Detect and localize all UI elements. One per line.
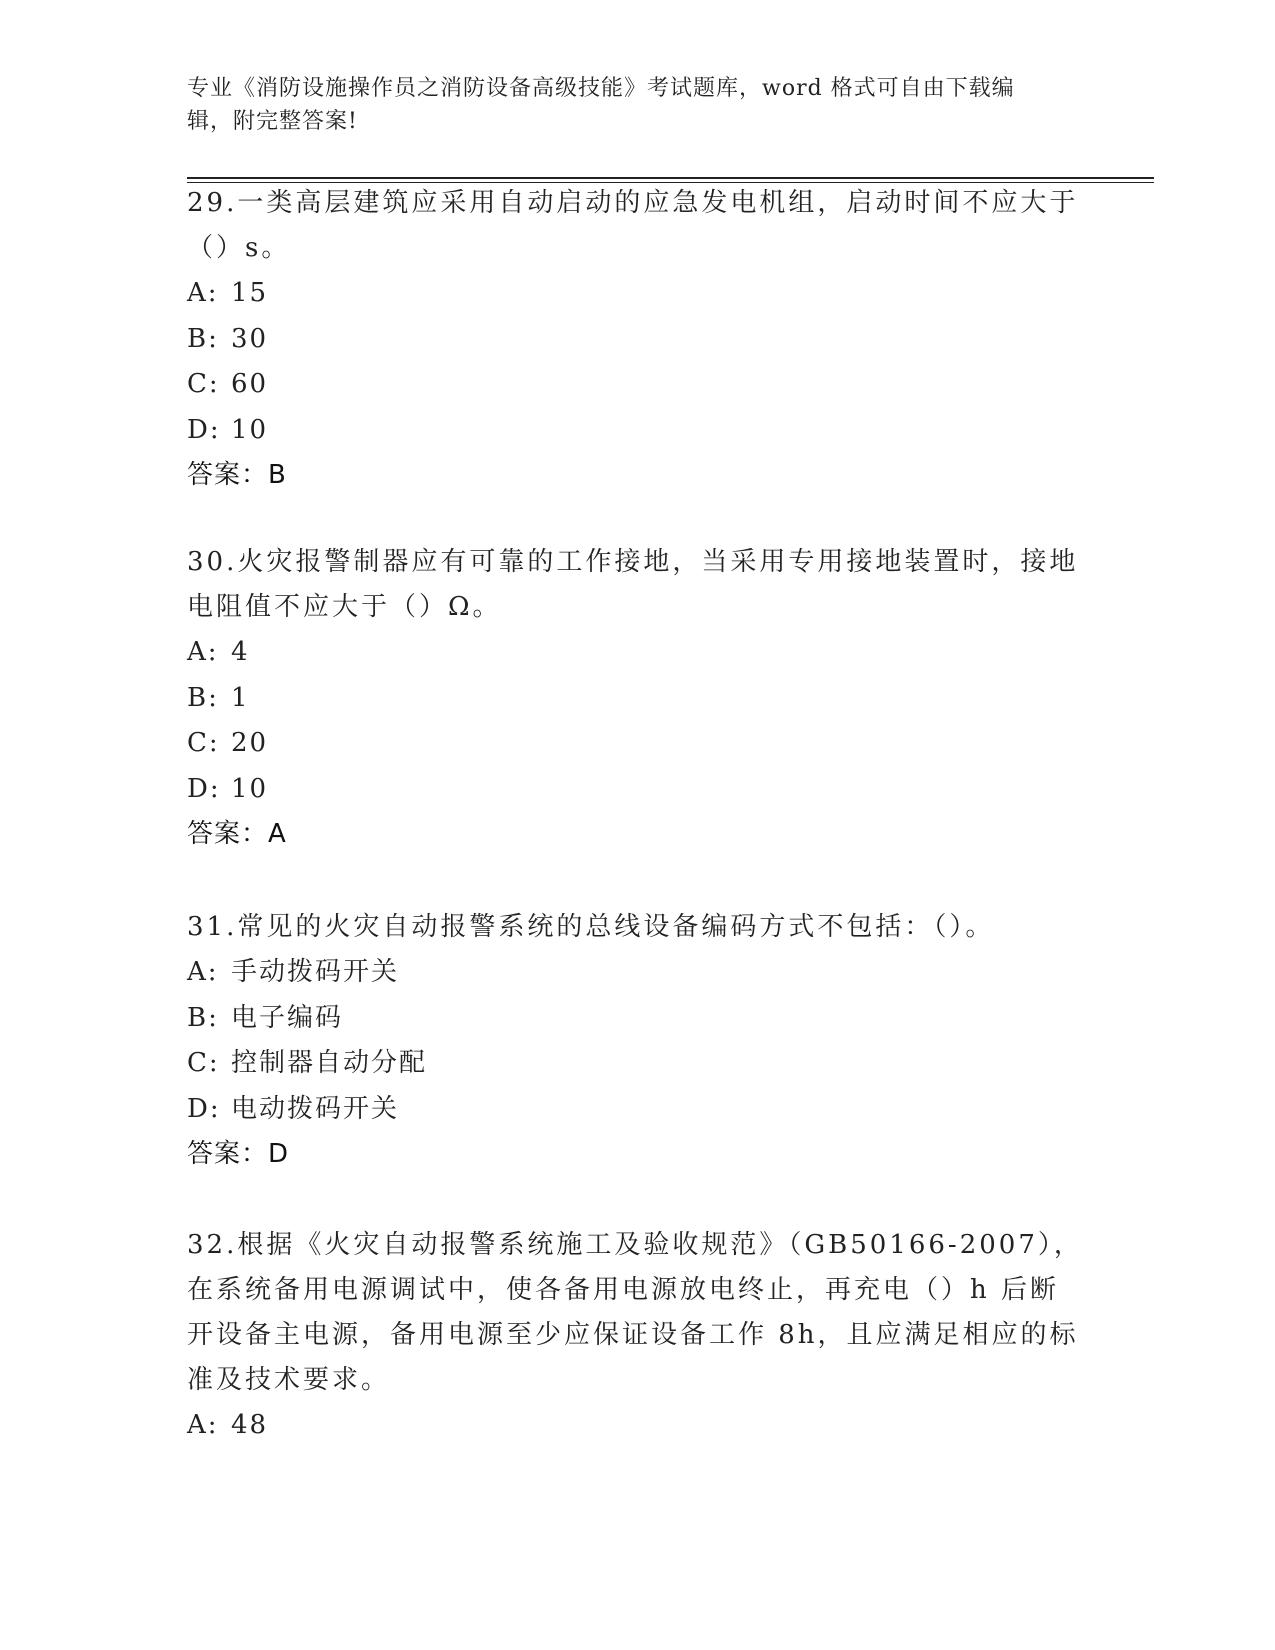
question-text: 30.火灾报警制器应有可靠的工作接地，当采用专用接地装置时，接地电阻值不应大于（）Ω。 [187,547,1079,622]
option-value: 4 [231,637,250,667]
option-letter: C: [187,1048,220,1078]
question-text: 32.根据《火灾自动报警系统施工及验收规范》（GB50166-2007），在系统备用电源调试中，使各备用电源放电终止，再充电（）h 后断开设备主电源，备用电源至少应保证设备工作 8h，且应满足相应的标准及技术要求。 [187,1230,1083,1395]
option-letter: B: [187,323,219,354]
option-b [187,676,1087,722]
option-value: 48 [231,1410,269,1440]
option-a [187,1403,1087,1449]
option-letter: A: [187,957,219,987]
option-value: 10 [231,773,269,804]
question-29 [187,181,1087,497]
question-31 [187,905,1087,1176]
answer-line: 答案：B [187,460,287,490]
option-value: 电子编码 [231,1002,344,1033]
option-d [187,767,1087,813]
option-d [187,1087,1087,1133]
option-value: 60 [231,369,269,399]
answer-line: 答案：A [187,819,287,849]
header-divider-thick [187,177,1154,179]
option-b [187,996,1087,1042]
option-letter: A: [187,278,219,308]
option-letter: D: [187,773,221,804]
option-c [187,362,1087,408]
option-letter: B: [187,682,219,713]
option-value: 手动拨码开关 [231,957,400,987]
option-letter: A: [187,637,219,667]
option-b [187,317,1087,363]
option-letter: C: [187,728,220,758]
option-a [187,630,1087,676]
option-value: 30 [231,323,269,354]
option-a [187,950,1087,996]
question-30 [187,540,1087,856]
option-letter: D: [187,1093,221,1124]
document-header [187,72,1067,138]
option-value: 控制器自动分配 [231,1048,428,1078]
header-line-2: 辑，附完整答案! [187,109,358,134]
option-c [187,721,1087,767]
option-value: 1 [231,682,250,713]
option-letter: A: [187,1410,219,1440]
option-d [187,408,1087,454]
option-value: 20 [231,728,269,758]
option-letter: D: [187,414,221,445]
option-value: 电动拨码开关 [231,1093,400,1124]
option-c [187,1041,1087,1087]
answer-line: 答案：D [187,1139,290,1169]
question-text: 29.一类高层建筑应采用自动启动的应急发电机组，启动时间不应大于（）s。 [187,188,1079,263]
question-32 [187,1223,1087,1449]
option-value: 15 [231,278,269,308]
question-text: 31.常见的火灾自动报警系统的总线设备编码方式不包括：（）。 [187,912,995,942]
option-value: 10 [231,414,269,445]
header-line-1: 专业《消防设施操作员之消防设备高级技能》考试题库，word 格式可自由下载编 [187,76,1015,101]
option-letter: B: [187,1002,219,1033]
option-a [187,271,1087,317]
option-letter: C: [187,369,220,399]
